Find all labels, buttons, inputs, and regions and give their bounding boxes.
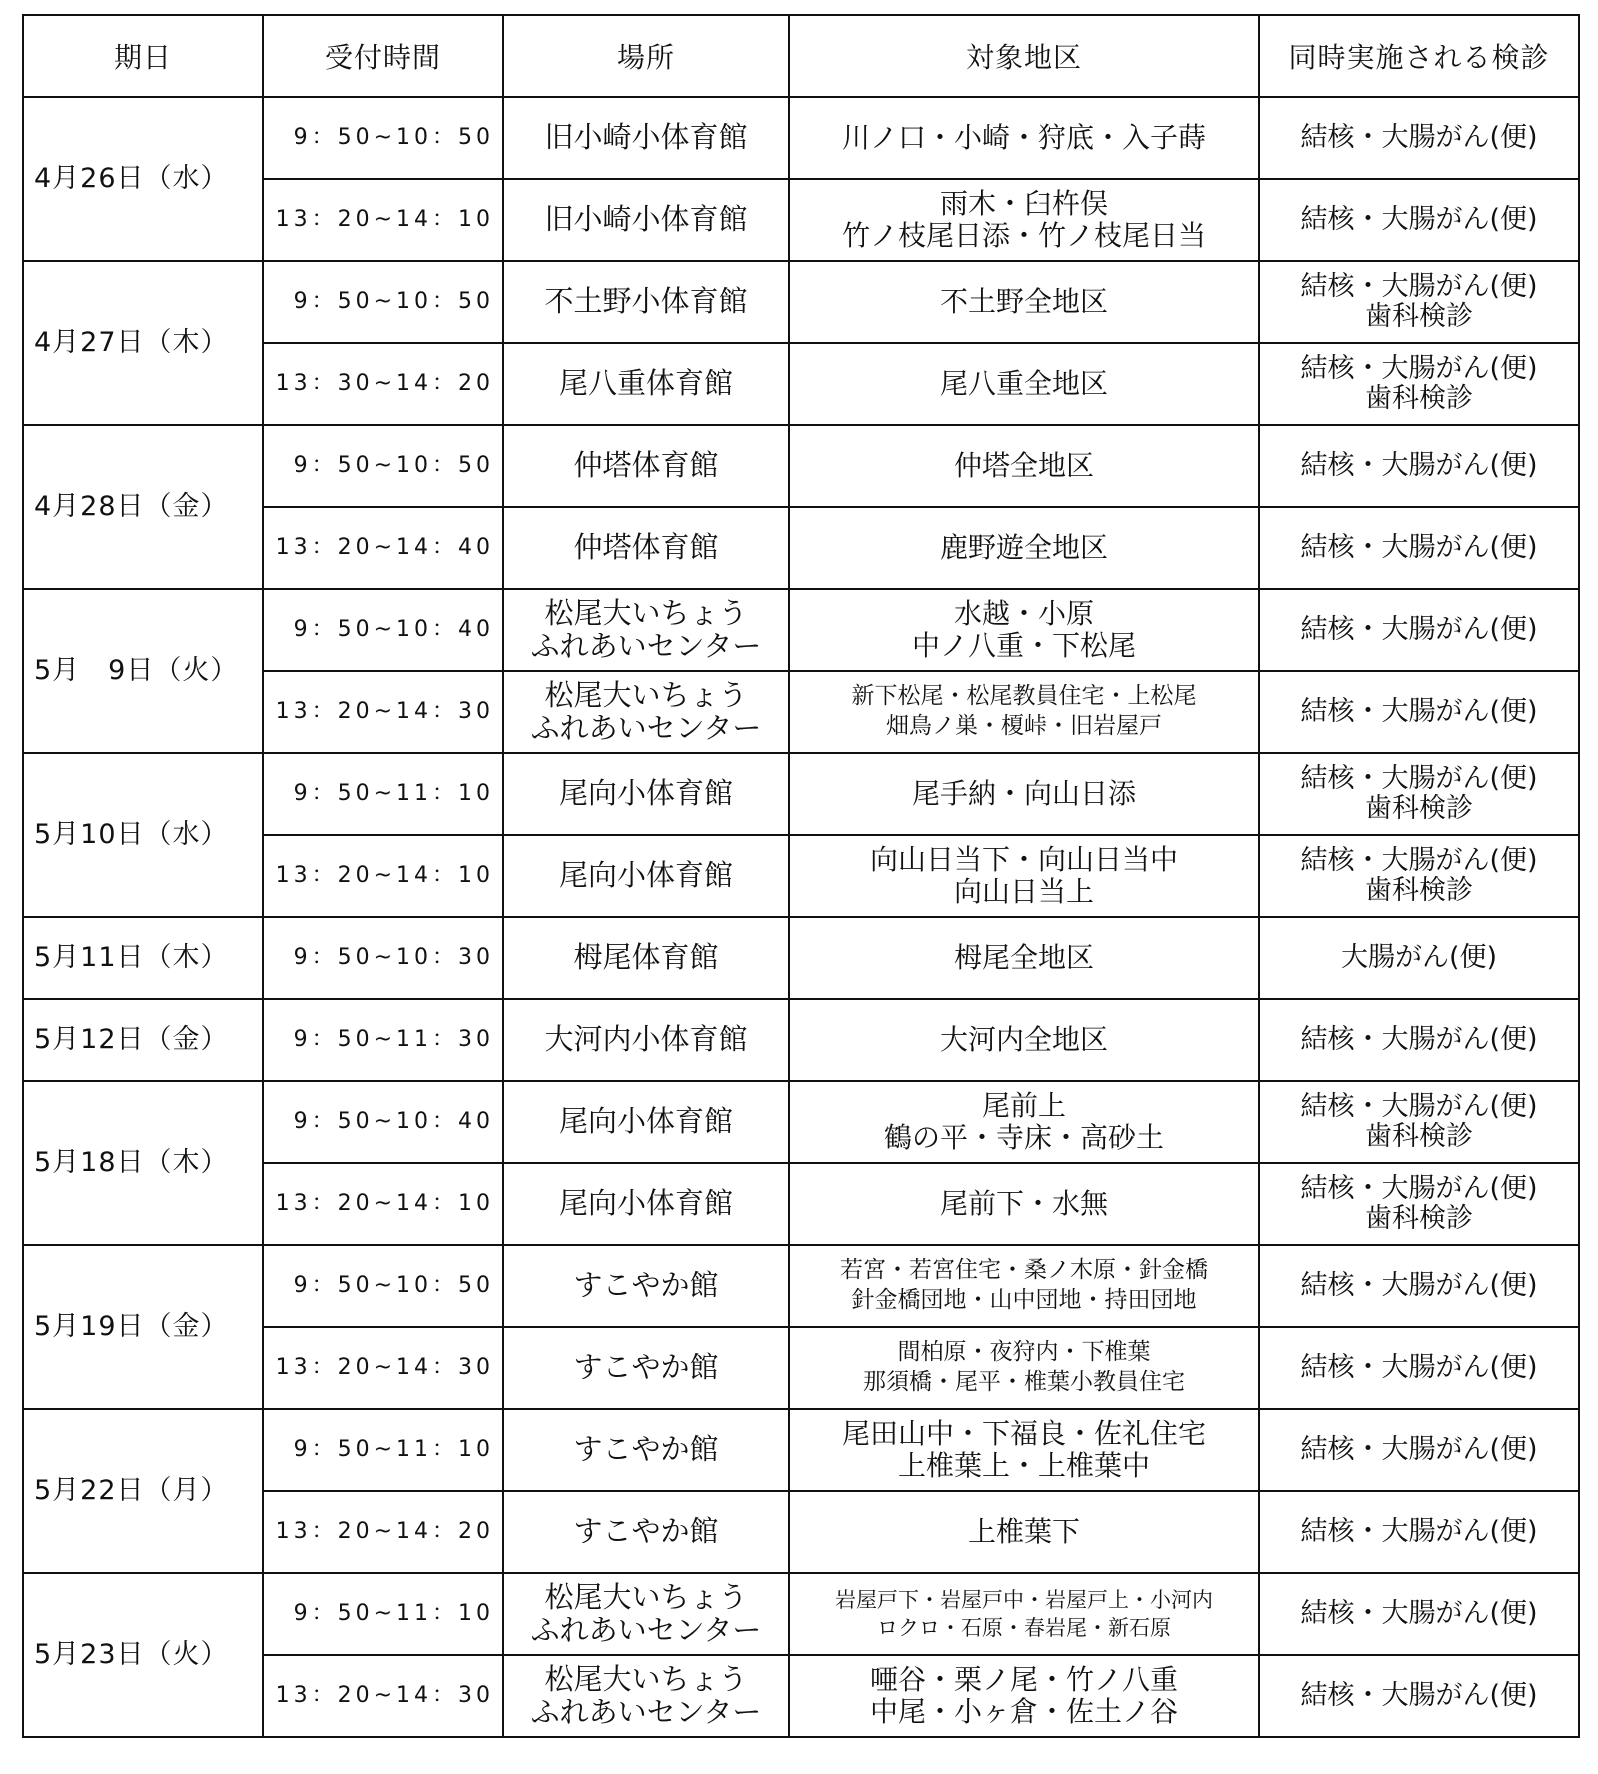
- area-line: 岩屋戸下・岩屋戸中・岩屋戸上・小河内: [835, 1587, 1213, 1612]
- exam-cell: [1259, 343, 1579, 425]
- place-line: ふれあいセンター: [530, 1613, 762, 1647]
- place-line: ふれあいセンター: [530, 711, 762, 745]
- area-line: 尾前上: [981, 1088, 1066, 1122]
- place-line: すこやか館: [573, 1514, 719, 1549]
- time-cell: 13：20~14：30: [263, 1327, 503, 1409]
- place-line: 尾向小体育館: [558, 858, 733, 893]
- place-cell: [503, 261, 789, 343]
- area-line: 仲塔全地区: [953, 448, 1094, 482]
- area-cell: [789, 179, 1259, 261]
- exam-cell: [1259, 999, 1579, 1081]
- place-cell: [503, 835, 789, 917]
- area-cell: [789, 1573, 1259, 1655]
- exam-cell: [1259, 1655, 1579, 1737]
- schedule-body: [23, 97, 1579, 1737]
- exam-line: 結核・大腸がん(便): [1300, 614, 1538, 646]
- exam-line: 結核・大腸がん(便): [1300, 1598, 1538, 1630]
- place-cell: [503, 1491, 789, 1573]
- table-row: [23, 999, 1579, 1081]
- place-line: ふれあいセンター: [530, 1695, 762, 1729]
- place-cell: [503, 753, 789, 835]
- exam-cell: [1259, 261, 1579, 343]
- table-row: [23, 425, 1579, 507]
- exam-line: 結核・大腸がん(便): [1300, 696, 1538, 728]
- area-cell: [789, 835, 1259, 917]
- exam-cell: [1259, 507, 1579, 589]
- area-line: 雨木・臼杵俣: [939, 186, 1108, 220]
- area-line: 畑鳥ノ巣・榎峠・旧岩屋戸: [886, 713, 1162, 739]
- date-cell: 5月22日（月）: [23, 1409, 263, 1573]
- area-cell: [789, 343, 1259, 425]
- exam-line: 結核・大腸がん(便): [1300, 1516, 1538, 1548]
- table-row: [23, 917, 1579, 999]
- area-line: 中尾・小ヶ倉・佐土ノ谷: [869, 1695, 1178, 1728]
- time-cell: 9：50~10：50: [263, 97, 503, 179]
- place-cell: [503, 1245, 789, 1327]
- area-cell: [789, 671, 1259, 753]
- area-line: 竹ノ枝尾日添・竹ノ枝尾日当: [841, 219, 1206, 252]
- area-line: 尾田山中・下福良・佐礼住宅: [841, 1416, 1206, 1450]
- exam-cell: [1259, 1245, 1579, 1327]
- exam-cell: [1259, 1163, 1579, 1245]
- area-line: 那須橋・尾平・椎葉小教員住宅: [863, 1369, 1185, 1395]
- time-cell: 9：50~11：10: [263, 753, 503, 835]
- date-cell: 4月28日（金）: [23, 425, 263, 589]
- exam-line: 結核・大腸がん(便): [1300, 122, 1538, 154]
- date-cell: 5月19日（金）: [23, 1245, 263, 1409]
- date-cell: 5月 9日（火）: [23, 589, 263, 753]
- place-cell: [503, 1163, 789, 1245]
- area-line: 不土野全地区: [939, 284, 1108, 318]
- area-line: 間柏原・夜狩内・下椎葉: [897, 1339, 1151, 1366]
- table-row: [23, 1081, 1579, 1163]
- date-cell: 5月23日（火）: [23, 1573, 263, 1737]
- exam-cell: [1259, 1081, 1579, 1163]
- area-line: 水越・小原: [953, 596, 1094, 630]
- place-line: 栂尾体育館: [573, 940, 719, 975]
- area-cell: [789, 589, 1259, 671]
- exam-cell: [1259, 589, 1579, 671]
- exam-line: 大腸がん(便): [1340, 942, 1498, 974]
- place-cell: [503, 425, 789, 507]
- header-time: 受付時間: [263, 15, 503, 97]
- exam-cell: [1259, 1327, 1579, 1409]
- exam-cell: [1259, 671, 1579, 753]
- area-cell: [789, 917, 1259, 999]
- place-line: 松尾大いちょう: [544, 595, 748, 630]
- area-line: 中ノ八重・下松尾: [911, 629, 1136, 662]
- table-row: [23, 1573, 1579, 1655]
- time-cell: 13：20~14：10: [263, 1163, 503, 1245]
- place-line: 松尾大いちょう: [544, 1579, 748, 1614]
- area-cell: [789, 753, 1259, 835]
- exam-line: 結核・大腸がん(便): [1300, 450, 1538, 482]
- time-cell: 9：50~10：50: [263, 1245, 503, 1327]
- place-cell: [503, 1081, 789, 1163]
- exam-line: 結核・大腸がん(便): [1300, 532, 1538, 564]
- place-cell: [503, 917, 789, 999]
- header-date: 期日: [23, 15, 263, 97]
- exam-line: 歯科検診: [1365, 875, 1473, 906]
- exam-cell: [1259, 1491, 1579, 1573]
- time-cell: 9：50~10：50: [263, 425, 503, 507]
- area-line: 尾前下・水無: [939, 1186, 1108, 1220]
- place-line: 仲塔体育館: [573, 530, 719, 565]
- area-cell: [789, 1327, 1259, 1409]
- header-row: [23, 15, 1579, 97]
- exam-cell: [1259, 179, 1579, 261]
- place-cell: [503, 179, 789, 261]
- area-cell: [789, 1081, 1259, 1163]
- time-cell: 9：50~10：30: [263, 917, 503, 999]
- exam-cell: [1259, 1409, 1579, 1491]
- place-line: 仲塔体育館: [573, 448, 719, 483]
- header-place: 場所: [503, 15, 789, 97]
- date-cell: 5月11日（木）: [23, 917, 263, 999]
- exam-line: 結核・大腸がん(便): [1300, 204, 1538, 236]
- area-line: 新下松尾・松尾教員住宅・上松尾: [851, 683, 1197, 710]
- table-row: [23, 261, 1579, 343]
- place-line: 旧小崎小体育館: [544, 120, 748, 155]
- exam-line: 結核・大腸がん(便): [1300, 1270, 1538, 1302]
- area-line: 唖谷・栗ノ尾・竹ノ八重: [869, 1662, 1178, 1696]
- place-cell: [503, 671, 789, 753]
- exam-line: 結核・大腸がん(便): [1300, 1091, 1538, 1123]
- place-line: 不土野小体育館: [544, 284, 748, 319]
- place-line: すこやか館: [573, 1432, 719, 1467]
- table-row: [23, 1245, 1579, 1327]
- exam-line: 結核・大腸がん(便): [1300, 1024, 1538, 1056]
- time-cell: 9：50~10：40: [263, 1081, 503, 1163]
- header-area: 対象地区: [789, 15, 1259, 97]
- time-cell: 13：20~14：10: [263, 835, 503, 917]
- area-line: 尾手納・向山日添: [911, 776, 1136, 810]
- place-cell: [503, 1409, 789, 1491]
- area-cell: [789, 1491, 1259, 1573]
- area-line: 上椎葉上・上椎葉中: [897, 1449, 1150, 1482]
- area-line: 川ノ口・小崎・狩底・入子蒔: [841, 120, 1206, 154]
- time-cell: 13：20~14：20: [263, 1491, 503, 1573]
- exam-cell: [1259, 835, 1579, 917]
- area-cell: [789, 261, 1259, 343]
- place-line: 大河内小体育館: [544, 1022, 748, 1057]
- time-cell: 13：30~14：20: [263, 343, 503, 425]
- place-cell: [503, 999, 789, 1081]
- place-cell: [503, 343, 789, 425]
- exam-line: 歯科検診: [1365, 383, 1473, 414]
- place-cell: [503, 1655, 789, 1737]
- area-line: 上椎葉下: [967, 1514, 1080, 1548]
- area-cell: [789, 507, 1259, 589]
- area-line: ロクロ・石原・春岩尾・新石原: [877, 1616, 1171, 1640]
- time-cell: 9：50~11：10: [263, 1409, 503, 1491]
- date-cell: 5月12日（金）: [23, 999, 263, 1081]
- time-cell: 13：20~14：30: [263, 671, 503, 753]
- header-exam: 同時実施される検診: [1259, 15, 1579, 97]
- date-cell: 4月27日（木）: [23, 261, 263, 425]
- area-line: 鶴の平・寺床・高砂土: [883, 1121, 1164, 1154]
- area-line: 大河内全地区: [939, 1022, 1108, 1056]
- place-line: すこやか館: [573, 1350, 719, 1385]
- area-line: 針金橋団地・山中団地・持田団地: [851, 1287, 1197, 1313]
- exam-line: 歯科検診: [1365, 1121, 1473, 1152]
- area-cell: [789, 97, 1259, 179]
- time-cell: 13：20~14：40: [263, 507, 503, 589]
- exam-line: 結核・大腸がん(便): [1300, 353, 1538, 385]
- place-line: 尾向小体育館: [558, 776, 733, 811]
- place-line: 尾八重体育館: [558, 366, 733, 401]
- area-cell: [789, 425, 1259, 507]
- exam-line: 結核・大腸がん(便): [1300, 1352, 1538, 1384]
- place-cell: [503, 1573, 789, 1655]
- time-cell: 13：20~14：30: [263, 1655, 503, 1737]
- place-line: ふれあいセンター: [530, 629, 762, 663]
- area-line: 尾八重全地区: [939, 366, 1108, 400]
- place-line: 旧小崎小体育館: [544, 202, 748, 237]
- place-cell: [503, 1327, 789, 1409]
- exam-line: 歯科検診: [1365, 301, 1473, 332]
- time-cell: 13：20~14：10: [263, 179, 503, 261]
- area-line: 向山日当下・向山日当中: [869, 842, 1178, 876]
- schedule-table: [22, 14, 1580, 1738]
- area-cell: [789, 1163, 1259, 1245]
- exam-line: 結核・大腸がん(便): [1300, 763, 1538, 795]
- area-line: 向山日当上: [953, 875, 1094, 908]
- date-cell: 5月18日（木）: [23, 1081, 263, 1245]
- place-line: 尾向小体育館: [558, 1186, 733, 1221]
- exam-line: 歯科検診: [1365, 793, 1473, 824]
- table-row: [23, 1409, 1579, 1491]
- place-line: すこやか館: [573, 1268, 719, 1303]
- exam-cell: [1259, 97, 1579, 179]
- exam-line: 結核・大腸がん(便): [1300, 1680, 1538, 1712]
- place-line: 尾向小体育館: [558, 1104, 733, 1139]
- table-row: [23, 589, 1579, 671]
- area-cell: [789, 1409, 1259, 1491]
- area-line: 鹿野遊全地区: [939, 530, 1108, 564]
- exam-cell: [1259, 425, 1579, 507]
- area-line: 栂尾全地区: [953, 940, 1094, 974]
- time-cell: 9：50~10：40: [263, 589, 503, 671]
- place-line: 松尾大いちょう: [544, 1661, 748, 1696]
- exam-cell: [1259, 1573, 1579, 1655]
- exam-line: 結核・大腸がん(便): [1300, 1173, 1538, 1205]
- time-cell: 9：50~11：30: [263, 999, 503, 1081]
- time-cell: 9：50~10：50: [263, 261, 503, 343]
- area-cell: [789, 1655, 1259, 1737]
- date-cell: 4月26日（水）: [23, 97, 263, 261]
- table-row: [23, 97, 1579, 179]
- exam-line: 結核・大腸がん(便): [1300, 845, 1538, 877]
- exam-line: 歯科検診: [1365, 1203, 1473, 1234]
- table-row: [23, 753, 1579, 835]
- exam-cell: [1259, 753, 1579, 835]
- area-line: 若宮・若宮住宅・桑ノ木原・針金橋: [840, 1257, 1208, 1284]
- area-cell: [789, 999, 1259, 1081]
- exam-cell: [1259, 917, 1579, 999]
- area-cell: [789, 1245, 1259, 1327]
- time-cell: 9：50~11：10: [263, 1573, 503, 1655]
- date-cell: 5月10日（水）: [23, 753, 263, 917]
- place-cell: [503, 507, 789, 589]
- place-cell: [503, 589, 789, 671]
- exam-line: 結核・大腸がん(便): [1300, 1434, 1538, 1466]
- place-cell: [503, 97, 789, 179]
- exam-line: 結核・大腸がん(便): [1300, 271, 1538, 303]
- place-line: 松尾大いちょう: [544, 677, 748, 712]
